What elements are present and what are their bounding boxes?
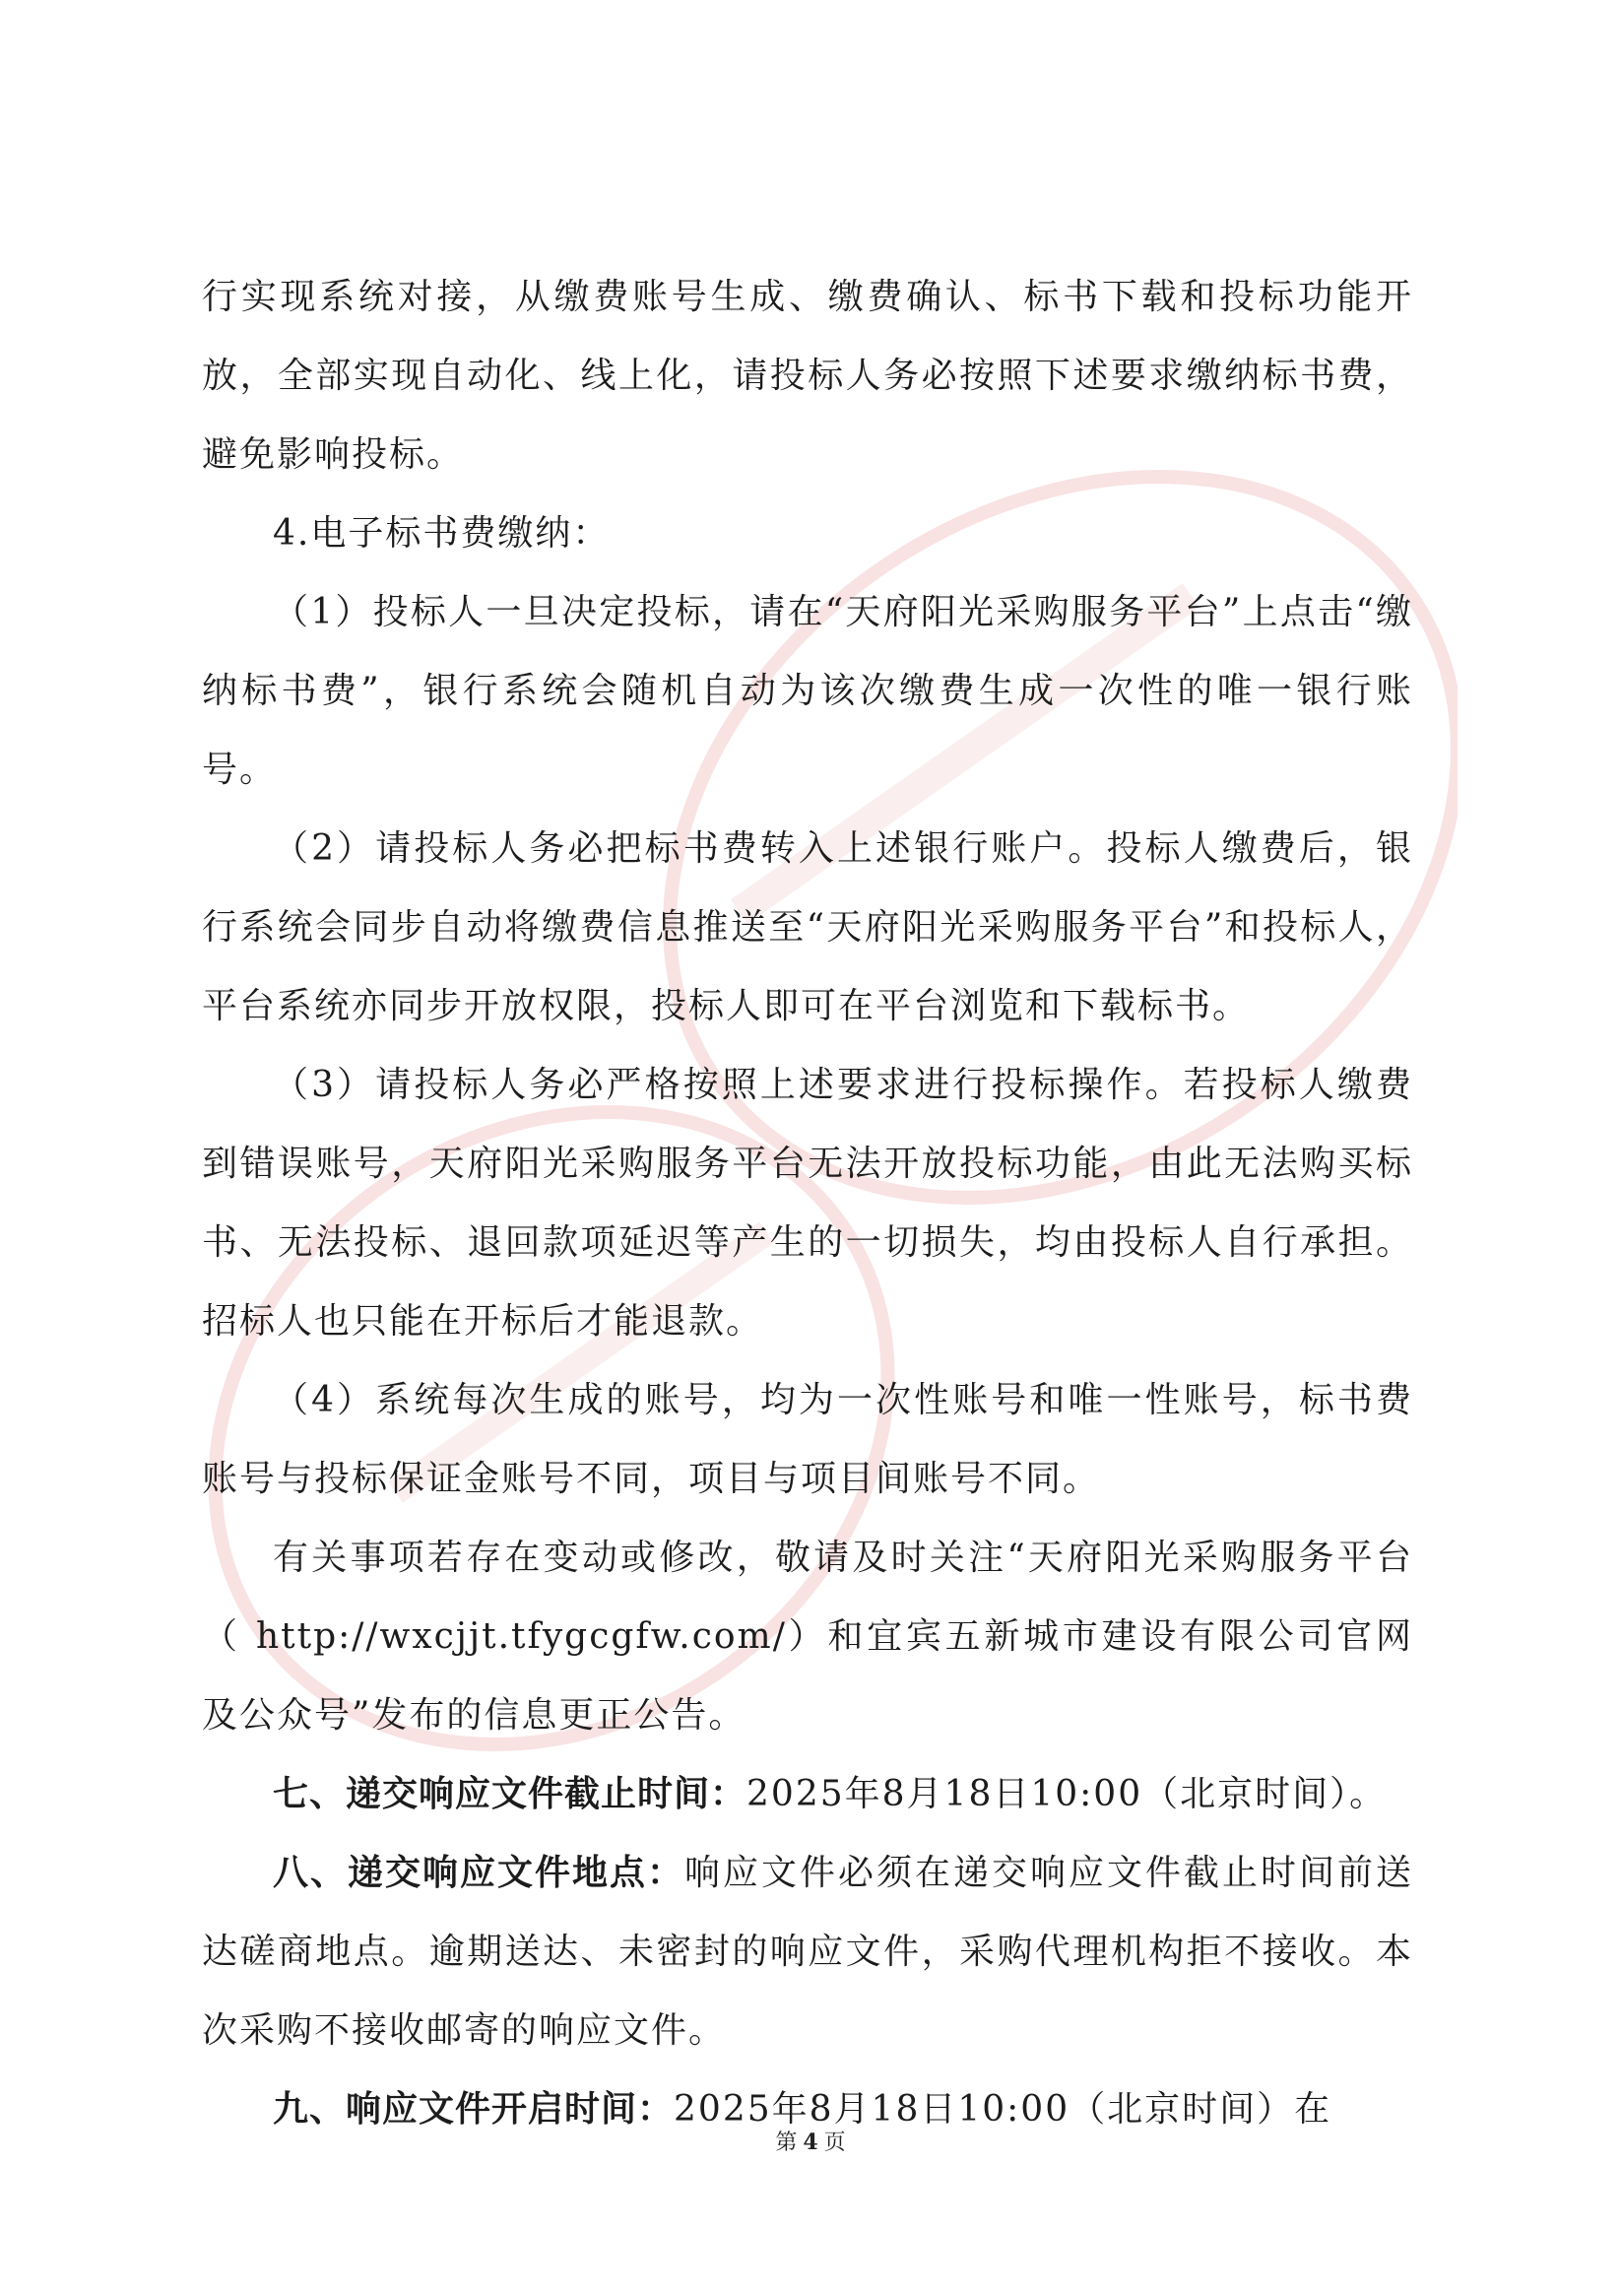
paragraph-item-3: （3）请投标人务必严格按照上述要求进行投标操作。若投标人缴费到错误账号，天府阳光采购服务平台无法开放投标功能，由此无法购买标书、无法投标、退回款项延迟等产生的一切损失，均由投标人自行承担。招标人也只能在开标后才能退款。 xyxy=(202,1065,1413,1342)
page-number: 4 xyxy=(803,2130,818,2155)
section-deadline-heading: 七、递交响应文件截止时间： xyxy=(273,1774,747,1814)
paragraph-item-4: （4）系统每次生成的账号，均为一次性账号和唯一性账号，标书费账号与投标保证金账号不同，项目与项目间账号不同。 xyxy=(202,1380,1413,1499)
section-deadline xyxy=(202,1755,1413,1834)
section-deadline-text: 2025年8月18日10:00（北京时间）。 xyxy=(746,1774,1388,1814)
document-body xyxy=(202,258,1413,2149)
paragraph-intro: 行实现系统对接，从缴费账号生成、缴费确认、标书下载和投标功能开放，全部实现自动化、线上化，请投标人务必按照下述要求缴纳标书费，避免影响投标。 xyxy=(202,277,1413,475)
paragraph-notice: 有关事项若存在变动或修改，敬请及时关注“天府阳光采购服务平台（ http://wxcjjt.tfygcgfw.com/）和宜宾五新城市建设有限公司官网及公众号”发布的信息更正公告。 xyxy=(202,1538,1413,1736)
section-location-heading: 八、递交响应文件地点： xyxy=(273,1853,684,1893)
section-location xyxy=(202,1834,1413,2070)
section-opening-text: 2025年8月18日10:00（北京时间）在 xyxy=(674,2089,1332,2130)
page-footer xyxy=(0,2126,1621,2156)
paragraph-item-2: （2）请投标人务必把标书费转入上述银行账户。投标人缴费后，银行系统会同步自动将缴费信息推送至“天府阳光采购服务平台”和投标人，平台系统亦同步开放权限，投标人即可在平台浏览和下载标书。 xyxy=(202,828,1413,1026)
footer-suffix: 页 xyxy=(823,2131,846,2155)
section-opening-heading: 九、响应文件开启时间： xyxy=(273,2089,675,2130)
section-location-text: 响应文件必须在递交响应文件截止时间前送达磋商地点。逾期送达、未密封的响应文件，采购代理机构拒不接收。本次采购不接收邮寄的响应文件。 xyxy=(202,1853,1413,2051)
paragraph-item-1: （1）投标人一旦决定投标，请在“天府阳光采购服务平台”上点击“缴纳标书费”，银行系统会随机自动为该次缴费生成一次性的唯一银行账号。 xyxy=(202,592,1413,790)
footer-prefix: 第 xyxy=(775,2131,798,2155)
paragraph-fee-heading: 4.电子标书费缴纳： xyxy=(273,513,611,554)
